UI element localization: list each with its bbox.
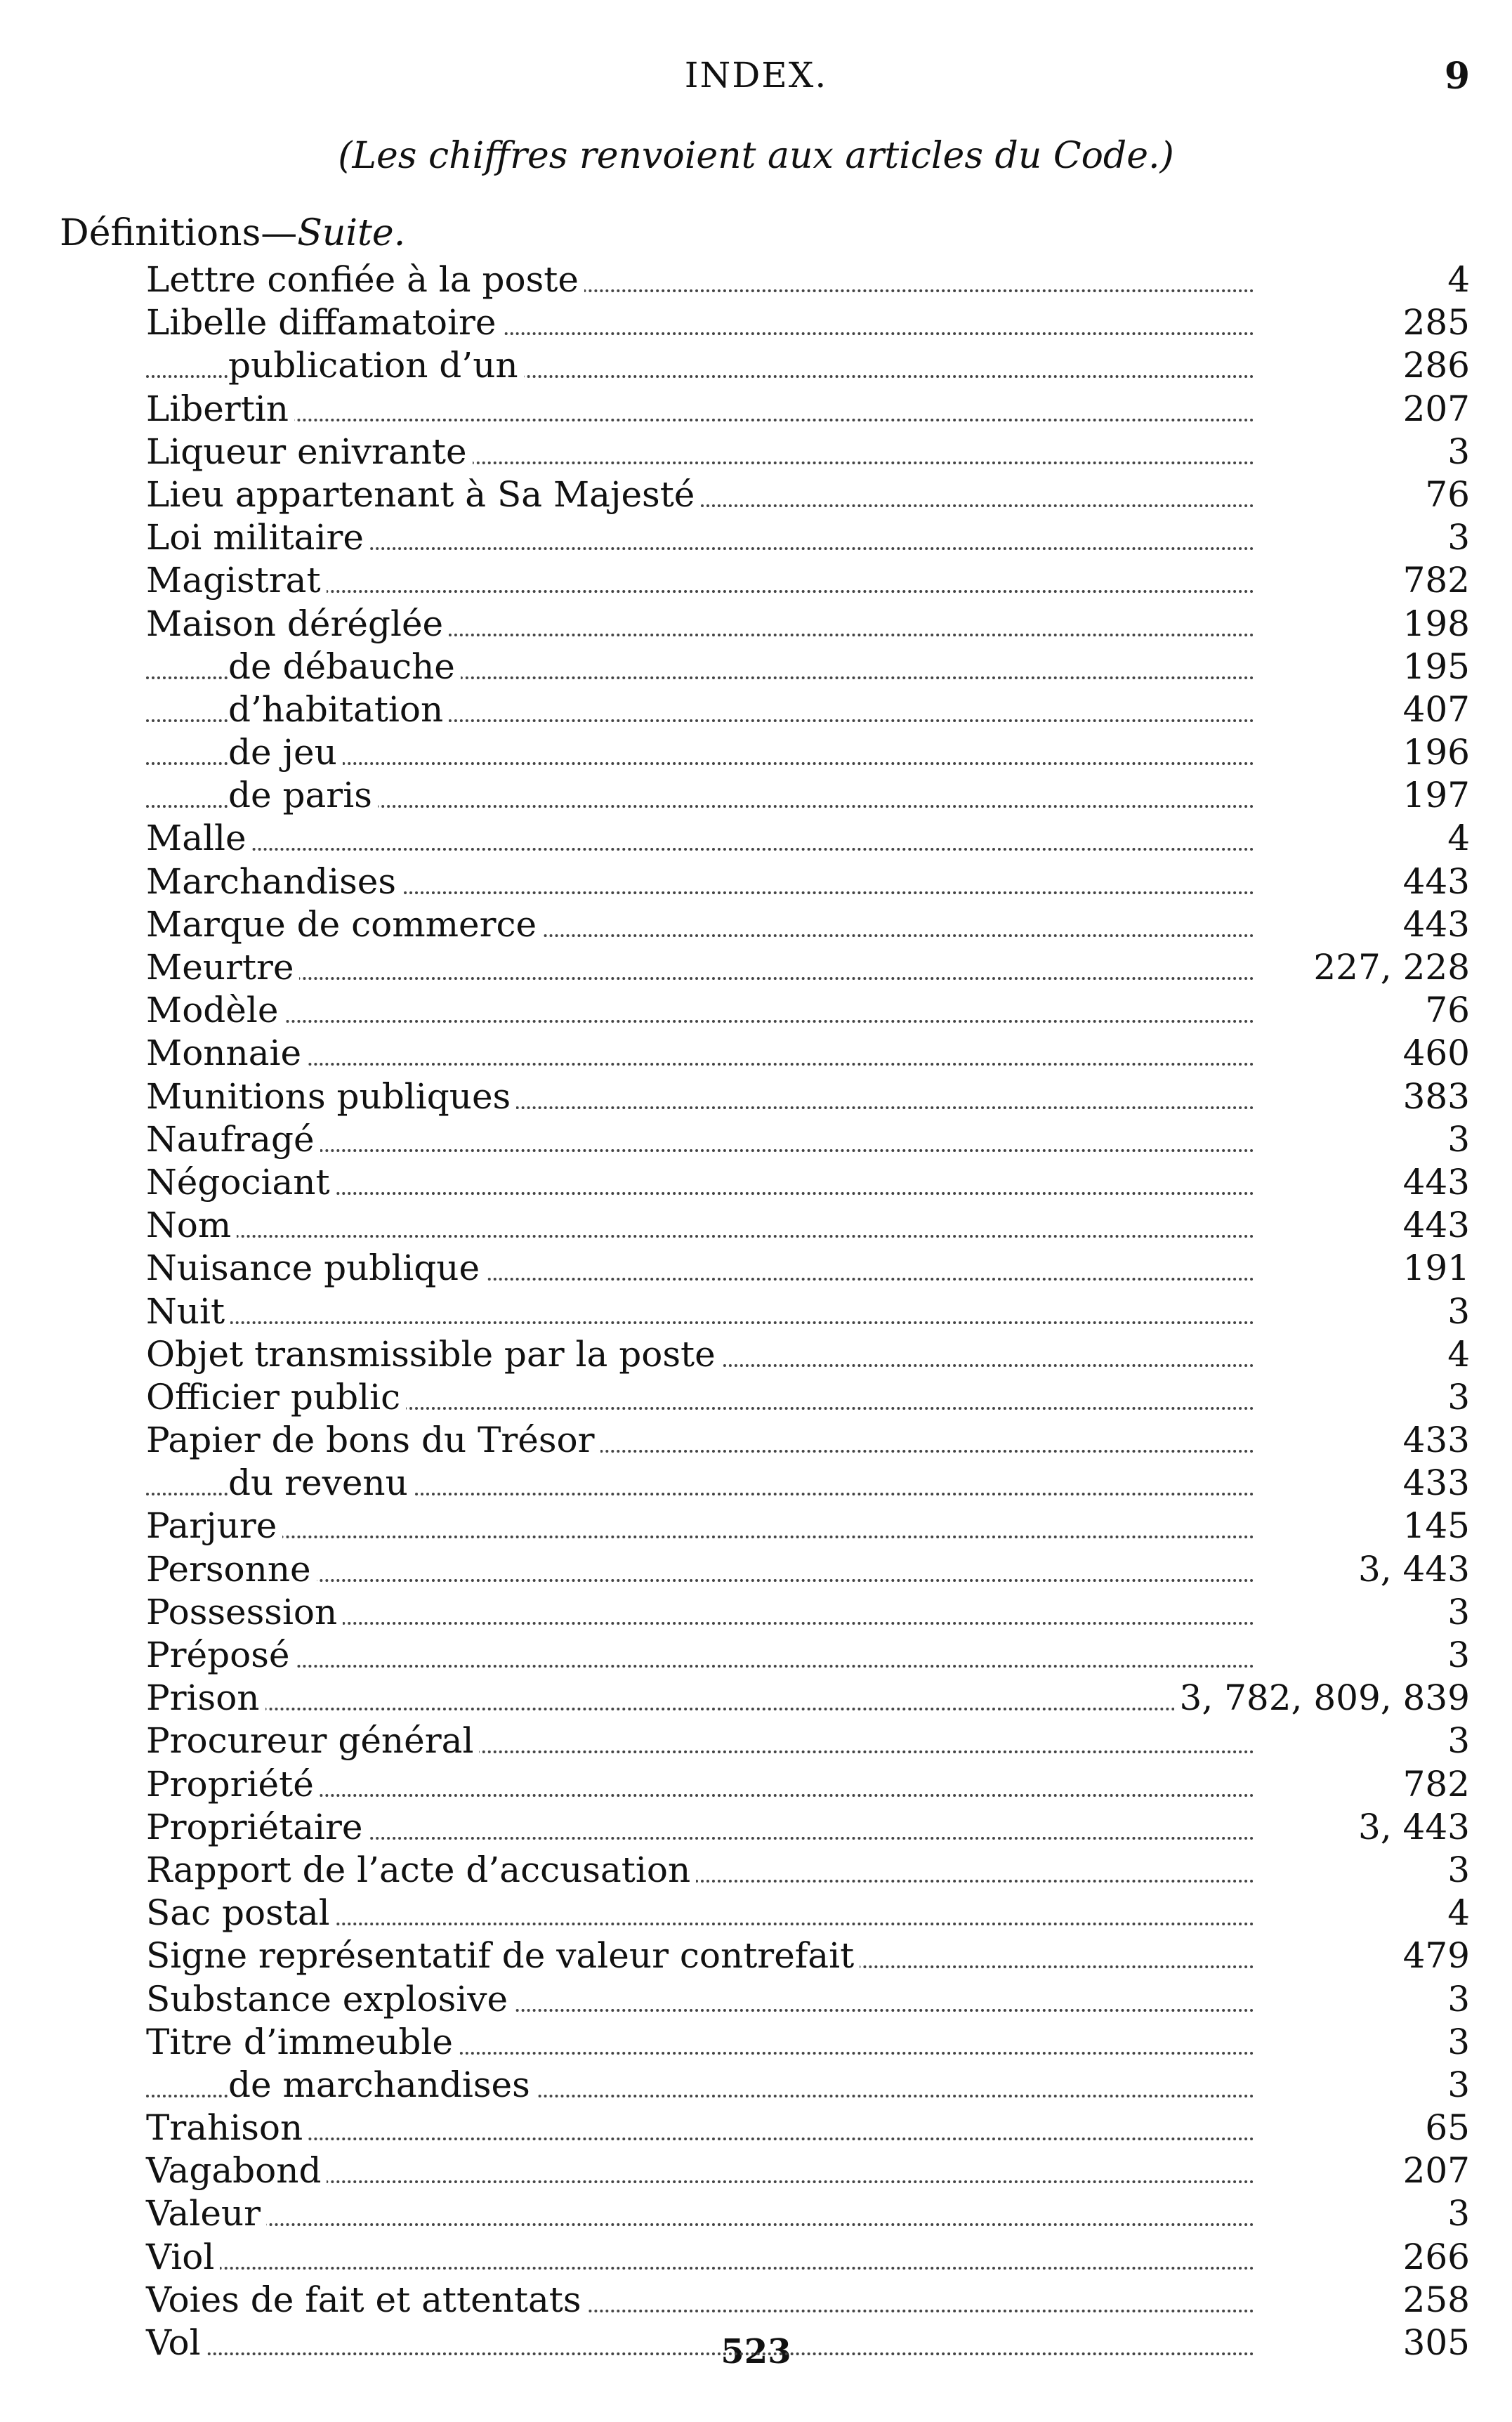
index-subentry xyxy=(0,344,1512,387)
index-subentry xyxy=(0,1462,1512,1505)
index-entry xyxy=(0,1290,1512,1333)
entry-article-ref: 4 xyxy=(1442,817,1470,860)
entry-article-ref: 227, 228 xyxy=(1308,946,1470,989)
entry-article-ref: 4 xyxy=(1442,1333,1470,1376)
entry-article-ref: 76 xyxy=(1419,473,1470,516)
index-entry xyxy=(0,2149,1512,2192)
entry-article-ref: 76 xyxy=(1419,989,1470,1032)
index-entry xyxy=(0,1720,1512,1762)
entry-term: de débauche xyxy=(228,646,461,688)
entry-term: Naufragé xyxy=(146,1118,320,1161)
entry-article-ref: 407 xyxy=(1398,688,1470,731)
index-entry xyxy=(0,1806,1512,1849)
entry-article-ref: 191 xyxy=(1398,1247,1470,1290)
entry-article-ref: 4 xyxy=(1442,258,1470,301)
entry-article-ref: 3 xyxy=(1442,1849,1470,1892)
entry-article-ref: 305 xyxy=(1398,2322,1470,2364)
index-entry xyxy=(0,1763,1512,1806)
entry-term: Marchandises xyxy=(146,860,402,903)
entry-article-ref: 782 xyxy=(1398,1763,1470,1806)
dot-leader xyxy=(146,1063,1254,1066)
entry-article-ref: 443 xyxy=(1398,1204,1470,1247)
entry-article-ref: 145 xyxy=(1398,1505,1470,1547)
entry-term: du revenu xyxy=(228,1462,414,1505)
entry-term: Procureur général xyxy=(146,1720,479,1762)
entry-term: Officier public xyxy=(146,1376,406,1419)
entry-term: Monnaie xyxy=(146,1032,307,1075)
index-subentry xyxy=(0,2064,1512,2107)
section-heading xyxy=(60,212,405,254)
entry-term: Nuit xyxy=(146,1290,230,1333)
entry-term: Trahison xyxy=(146,2107,308,2149)
dot-leader xyxy=(146,1235,1254,1238)
entry-term: Loi militaire xyxy=(146,516,369,559)
dot-leader xyxy=(146,1536,1254,1538)
entry-term: Lieu appartenant à Sa Majesté xyxy=(146,473,700,516)
entry-term: Voies de fait et attentats xyxy=(146,2279,587,2322)
entry-term: Personne xyxy=(146,1548,317,1591)
entry-term: Viol xyxy=(146,2236,220,2279)
index-entry xyxy=(0,301,1512,344)
entry-article-ref: 3 xyxy=(1442,516,1470,559)
entry-term: Rapport de l’acte d’accusation xyxy=(146,1849,696,1892)
entry-article-ref: 3 xyxy=(1442,1591,1470,1634)
entry-term: Prison xyxy=(146,1677,265,1720)
section-heading-suffix: Suite. xyxy=(297,212,406,254)
index-entry xyxy=(0,1548,1512,1591)
running-title: INDEX. xyxy=(684,55,828,96)
entry-article-ref: 196 xyxy=(1398,731,1470,774)
entry-article-ref: 197 xyxy=(1398,774,1470,817)
index-entry xyxy=(0,860,1512,903)
index-subentry xyxy=(0,646,1512,688)
entry-article-ref: 3, 443 xyxy=(1353,1806,1470,1849)
entry-article-ref: 782 xyxy=(1398,559,1470,602)
index-entry xyxy=(0,1978,1512,2021)
entry-article-ref: 207 xyxy=(1398,388,1470,431)
entry-term: Sac postal xyxy=(146,1892,336,1935)
entry-term: Titre d’immeuble xyxy=(146,2021,459,2064)
entry-article-ref: 443 xyxy=(1398,903,1470,946)
index-entry xyxy=(0,1677,1512,1720)
index-subtitle: (Les chiffres renvoient aux articles du Code.) xyxy=(338,135,1174,177)
index-entry xyxy=(0,473,1512,516)
index-entry xyxy=(0,1161,1512,1204)
index-entry xyxy=(0,1892,1512,1935)
index-subentry xyxy=(0,774,1512,817)
dot-leader xyxy=(146,977,1254,980)
index-entry xyxy=(0,1591,1512,1634)
index-entry xyxy=(0,1935,1512,1977)
index-entry xyxy=(0,2279,1512,2322)
dot-leader xyxy=(146,2267,1254,2270)
entry-article-ref: 3, 443 xyxy=(1353,1548,1470,1591)
entry-term: Libertin xyxy=(146,388,294,431)
entry-article-ref: 285 xyxy=(1398,301,1470,344)
index-entry xyxy=(0,1247,1512,1290)
entry-term: d’habitation xyxy=(228,688,449,731)
entry-term: Magistrat xyxy=(146,559,327,602)
entry-article-ref: 195 xyxy=(1398,646,1470,688)
entry-article-ref: 443 xyxy=(1398,1161,1470,1204)
dot-leader xyxy=(146,1020,1254,1023)
entry-term: Parjure xyxy=(146,1505,282,1547)
entry-term: Munitions publiques xyxy=(146,1075,516,1118)
index-entry xyxy=(0,1032,1512,1075)
entry-article-ref: 433 xyxy=(1398,1462,1470,1505)
entry-term: Modèle xyxy=(146,989,284,1032)
entry-term: Liqueur enivrante xyxy=(146,431,473,473)
index-entry xyxy=(0,1075,1512,1118)
entry-article-ref: 3 xyxy=(1442,1634,1470,1677)
dot-leader xyxy=(146,2138,1254,2140)
dot-leader xyxy=(146,1665,1254,1668)
entry-article-ref: 4 xyxy=(1442,1892,1470,1935)
entry-term: Préposé xyxy=(146,1634,296,1677)
index-entry xyxy=(0,817,1512,860)
entry-article-ref: 286 xyxy=(1398,344,1470,387)
entry-term: Possession xyxy=(146,1591,343,1634)
index-entry xyxy=(0,1505,1512,1547)
entry-article-ref: 479 xyxy=(1398,1935,1470,1977)
index-entry xyxy=(0,946,1512,989)
index-entry xyxy=(0,1376,1512,1419)
entry-article-ref: 3 xyxy=(1442,431,1470,473)
entry-article-ref: 3 xyxy=(1442,2064,1470,2107)
entry-term: Valeur xyxy=(146,2192,266,2235)
entry-term: Marque de commerce xyxy=(146,903,542,946)
dot-leader xyxy=(146,1321,1254,1324)
index-subentry xyxy=(0,731,1512,774)
dot-leader xyxy=(146,2352,1254,2355)
index-subentry xyxy=(0,688,1512,731)
index-entry-list xyxy=(0,258,1512,2364)
entry-article-ref: 3 xyxy=(1442,2021,1470,2064)
index-entry xyxy=(0,1118,1512,1161)
entry-article-ref: 266 xyxy=(1398,2236,1470,2279)
entry-article-ref: 383 xyxy=(1398,1075,1470,1118)
entry-term: Nuisance publique xyxy=(146,1247,485,1290)
index-entry xyxy=(0,559,1512,602)
entry-article-ref: 3 xyxy=(1442,1978,1470,2021)
section-heading-text: Définitions— xyxy=(60,212,298,254)
entry-article-ref: 3 xyxy=(1442,1290,1470,1333)
entry-article-ref: 3 xyxy=(1442,2192,1470,2235)
dot-leader xyxy=(146,1708,1254,1710)
index-entry xyxy=(0,2107,1512,2149)
entry-term: publication d’un xyxy=(228,344,524,387)
dot-leader xyxy=(146,419,1254,421)
index-entry xyxy=(0,388,1512,431)
index-entry xyxy=(0,989,1512,1032)
entry-term: Malle xyxy=(146,817,252,860)
index-entry xyxy=(0,1204,1512,1247)
page-number: 9 xyxy=(1444,55,1470,98)
index-entry xyxy=(0,1333,1512,1376)
index-entry xyxy=(0,603,1512,646)
entry-article-ref: 3, 782, 809, 839 xyxy=(1174,1677,1470,1720)
entry-article-ref: 460 xyxy=(1398,1032,1470,1075)
index-entry xyxy=(0,258,1512,301)
entry-article-ref: 258 xyxy=(1398,2279,1470,2322)
index-entry xyxy=(0,516,1512,559)
entry-article-ref: 433 xyxy=(1398,1419,1470,1462)
index-entry xyxy=(0,2021,1512,2064)
entry-term: Substance explosive xyxy=(146,1978,513,2021)
folio-number: 523 xyxy=(721,2332,791,2371)
entry-term: Objet transmissible par la poste xyxy=(146,1333,721,1376)
entry-term: de marchandises xyxy=(228,2064,536,2107)
entry-term: Vol xyxy=(146,2322,206,2364)
entry-article-ref: 3 xyxy=(1442,1720,1470,1762)
entry-term: Meurtre xyxy=(146,946,299,989)
entry-term: Nom xyxy=(146,1204,237,1247)
index-entry xyxy=(0,903,1512,946)
dot-leader xyxy=(146,2223,1254,2226)
index-entry xyxy=(0,1634,1512,1677)
entry-term: Propriétaire xyxy=(146,1806,369,1849)
entry-term: Vagabond xyxy=(146,2149,327,2192)
entry-term: de paris xyxy=(228,774,378,817)
entry-article-ref: 443 xyxy=(1398,860,1470,903)
entry-term: Négociant xyxy=(146,1161,336,1204)
index-entry xyxy=(0,2236,1512,2279)
entry-term: Lettre confiée à la poste xyxy=(146,258,584,301)
entry-article-ref: 3 xyxy=(1442,1376,1470,1419)
entry-article-ref: 3 xyxy=(1442,1118,1470,1161)
entry-term: Propriété xyxy=(146,1763,320,1806)
entry-term: Signe représentatif de valeur contrefait xyxy=(146,1935,860,1977)
entry-article-ref: 65 xyxy=(1419,2107,1470,2149)
index-entry xyxy=(0,1849,1512,1892)
entry-term: Papier de bons du Trésor xyxy=(146,1419,600,1462)
index-entry xyxy=(0,1419,1512,1462)
index-entry xyxy=(0,431,1512,473)
entry-article-ref: 207 xyxy=(1398,2149,1470,2192)
dot-leader xyxy=(146,848,1254,851)
entry-article-ref: 198 xyxy=(1398,603,1470,646)
entry-term: de jeu xyxy=(228,731,343,774)
index-entry xyxy=(0,2192,1512,2235)
entry-term: Libelle diffamatoire xyxy=(146,301,502,344)
entry-term: Maison déréglée xyxy=(146,603,449,646)
